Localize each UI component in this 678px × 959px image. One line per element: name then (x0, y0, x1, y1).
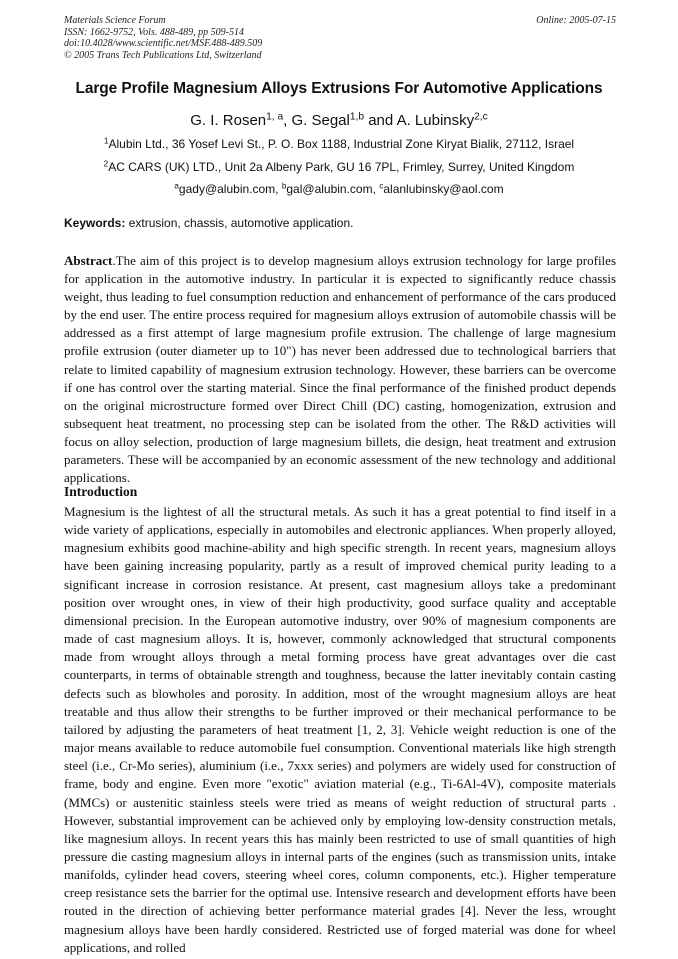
keywords-text: extrusion, chassis, automotive application. (125, 216, 354, 230)
journal-header (64, 15, 616, 61)
journal-name: Materials Science Forum (64, 15, 166, 26)
affiliation-text: Alubin Ltd., 36 Yosef Levi St., P. O. Box 1188, Industrial Zone Kiryat Bialik, 27112, Israel (108, 137, 575, 151)
author-separator: , (283, 112, 292, 129)
email-separator: , (275, 182, 282, 196)
affiliation-number: 2 (103, 159, 109, 169)
paper-title: Large Profile Magnesium Alloys Extrusions For Automotive Applications (75, 80, 603, 97)
author-name: G. Segal (291, 112, 350, 129)
author-name: A. Lubinsky (396, 112, 475, 129)
abstract-label: Abstract (64, 253, 113, 268)
author-name: G. I. Rosen (190, 112, 267, 129)
email-link[interactable]: gal@alubin.com (286, 182, 373, 196)
author-affiliation-mark: 1,b (349, 111, 365, 123)
abstract-text: .The aim of this project is to develop magnesium alloys extrusion technology for large profiles for application in the automotive industry. In particular it is expected to significantly reduce chassis weight, thus leading to fuel consumption reduction and enhancement of performance of the cars produced by the end user. The entire process required for magnesium alloys extrusion of automobile chassis will be addressed as a first attempt of large magnesium profile extrusion. The challenge of large magnesium profile extrusion (outer diameter up to 10") has never been addressed due to technological barriers that relate to limited capability of magnesium extrusion technology. However, these barriers can be overcome if one has control over the starting material. Since the final performance of the finished product depends on the original microstructure formed over Direct Chill (DC) casting, homogenization, extrusion and subsequent heat treatment, no processing step can be isolated from the other. The R&D activities will focus on alloy selection, production of large magnesium billets, die design, heat treatment and extrusion parameters. These will be accompanied by an economic assessment of the new technology and additional applications. (64, 253, 616, 486)
issn-line: ISSN: 1662-9752, Vols. 488-489, pp 509-514 (64, 26, 244, 38)
email-separator: , (372, 182, 380, 196)
introduction-paragraph: Magnesium is the lightest of all the structural metals. As such it has a great potential to find itself in a wide variety of applications, especially in automobiles and electronic appliances. When properly alloyed, magnesium exhibits good machine-ability and high specific strength. In recent years, magnesium alloys have been gaining increasing popularity, partly as a result of improved chemical purity leading to a significant increase in corrosion resistance. At present, cast magnesium alloys take a predominant position over wrought ones, in view of their high productivity, good surface quality and acceptable dimensional precision. In the European automotive industry, over 90% of magnesium components are made of cast magnesium alloys. It is, however, commonly acknowledged that structural components made from wrought alloys through a metal forming process have great advantages over die cast counterparts, in terms of obtainable strength and toughness, because the latter inevitably contain casting defects such as blowholes and porosity. In addition, most of the wrought magnesium alloys are heat treatable and thus allow their strengths to be further improved or their mechanical performance to be tailored by adjusting the parameters of heat treatment [1, 2, 3]. Vehicle weight reduction is one of the major means available to reduce automobile fuel consumption. Conventional materials like high strength steel (i.e., Cr-Mo series), aluminium (i.e., 7xxx series) and polymers are widely used for construction of frame, body and engine. Even more "exotic" aviation material (e.g., Ti-6Al-4V), composite materials (MMCs) or austenitic stainless steels were tried as means of weight reduction of structural parts . However, substantial improvement can be achieved only by employing low-density construction metals, like magnesium alloys. In recent years this has mainly been restricted to use of small quantities of high pressure die casting magnesium alloys in internal parts of the engines (such as transmission units, intake manifolds, cylinder head covers, steering wheel cores, column components, etc.). Higher temperature creep resistance sets the barrier for the optimal use. Intensive research and development efforts have been routed in the direction of achieving better performance material grades [4]. Never the less, wrought magnesium alloys have been hardly considered. Restricted use of forged material was done for wheel applications, and rolled (64, 504, 616, 955)
email-mark: c (379, 181, 384, 191)
keywords (64, 216, 616, 230)
email-mark: a (174, 181, 179, 191)
affiliation-2 (30, 160, 648, 174)
email-link[interactable]: alanlubinsky@aol.com (383, 182, 504, 196)
author-separator: and (364, 112, 397, 129)
author-line (30, 112, 648, 129)
email-line (30, 182, 648, 196)
author-affiliation-mark: 2,c (474, 111, 488, 123)
affiliation-number: 1 (103, 136, 109, 146)
author-affiliation-mark: 1, a (266, 111, 284, 123)
keywords-label: Keywords: (64, 216, 126, 230)
section-heading-introduction: Introduction (64, 484, 138, 499)
online-date: Online: 2005-07-15 (536, 15, 616, 26)
affiliation-1 (30, 137, 648, 151)
doi-line[interactable]: doi:10.4028/www.scientific.net/MSF.488-489.509 (64, 38, 263, 49)
abstract-paragraph (64, 252, 616, 487)
affiliation-text: AC CARS (UK) LTD., Unit 2a Albeny Park, GU 16 7PL, Frimley, Surrey, United Kingdom (108, 160, 575, 174)
email-link[interactable]: gady@alubin.com (178, 182, 276, 196)
copyright-line: © 2005 Trans Tech Publications Ltd, Switzerland (64, 49, 262, 61)
email-mark: b (281, 181, 287, 191)
